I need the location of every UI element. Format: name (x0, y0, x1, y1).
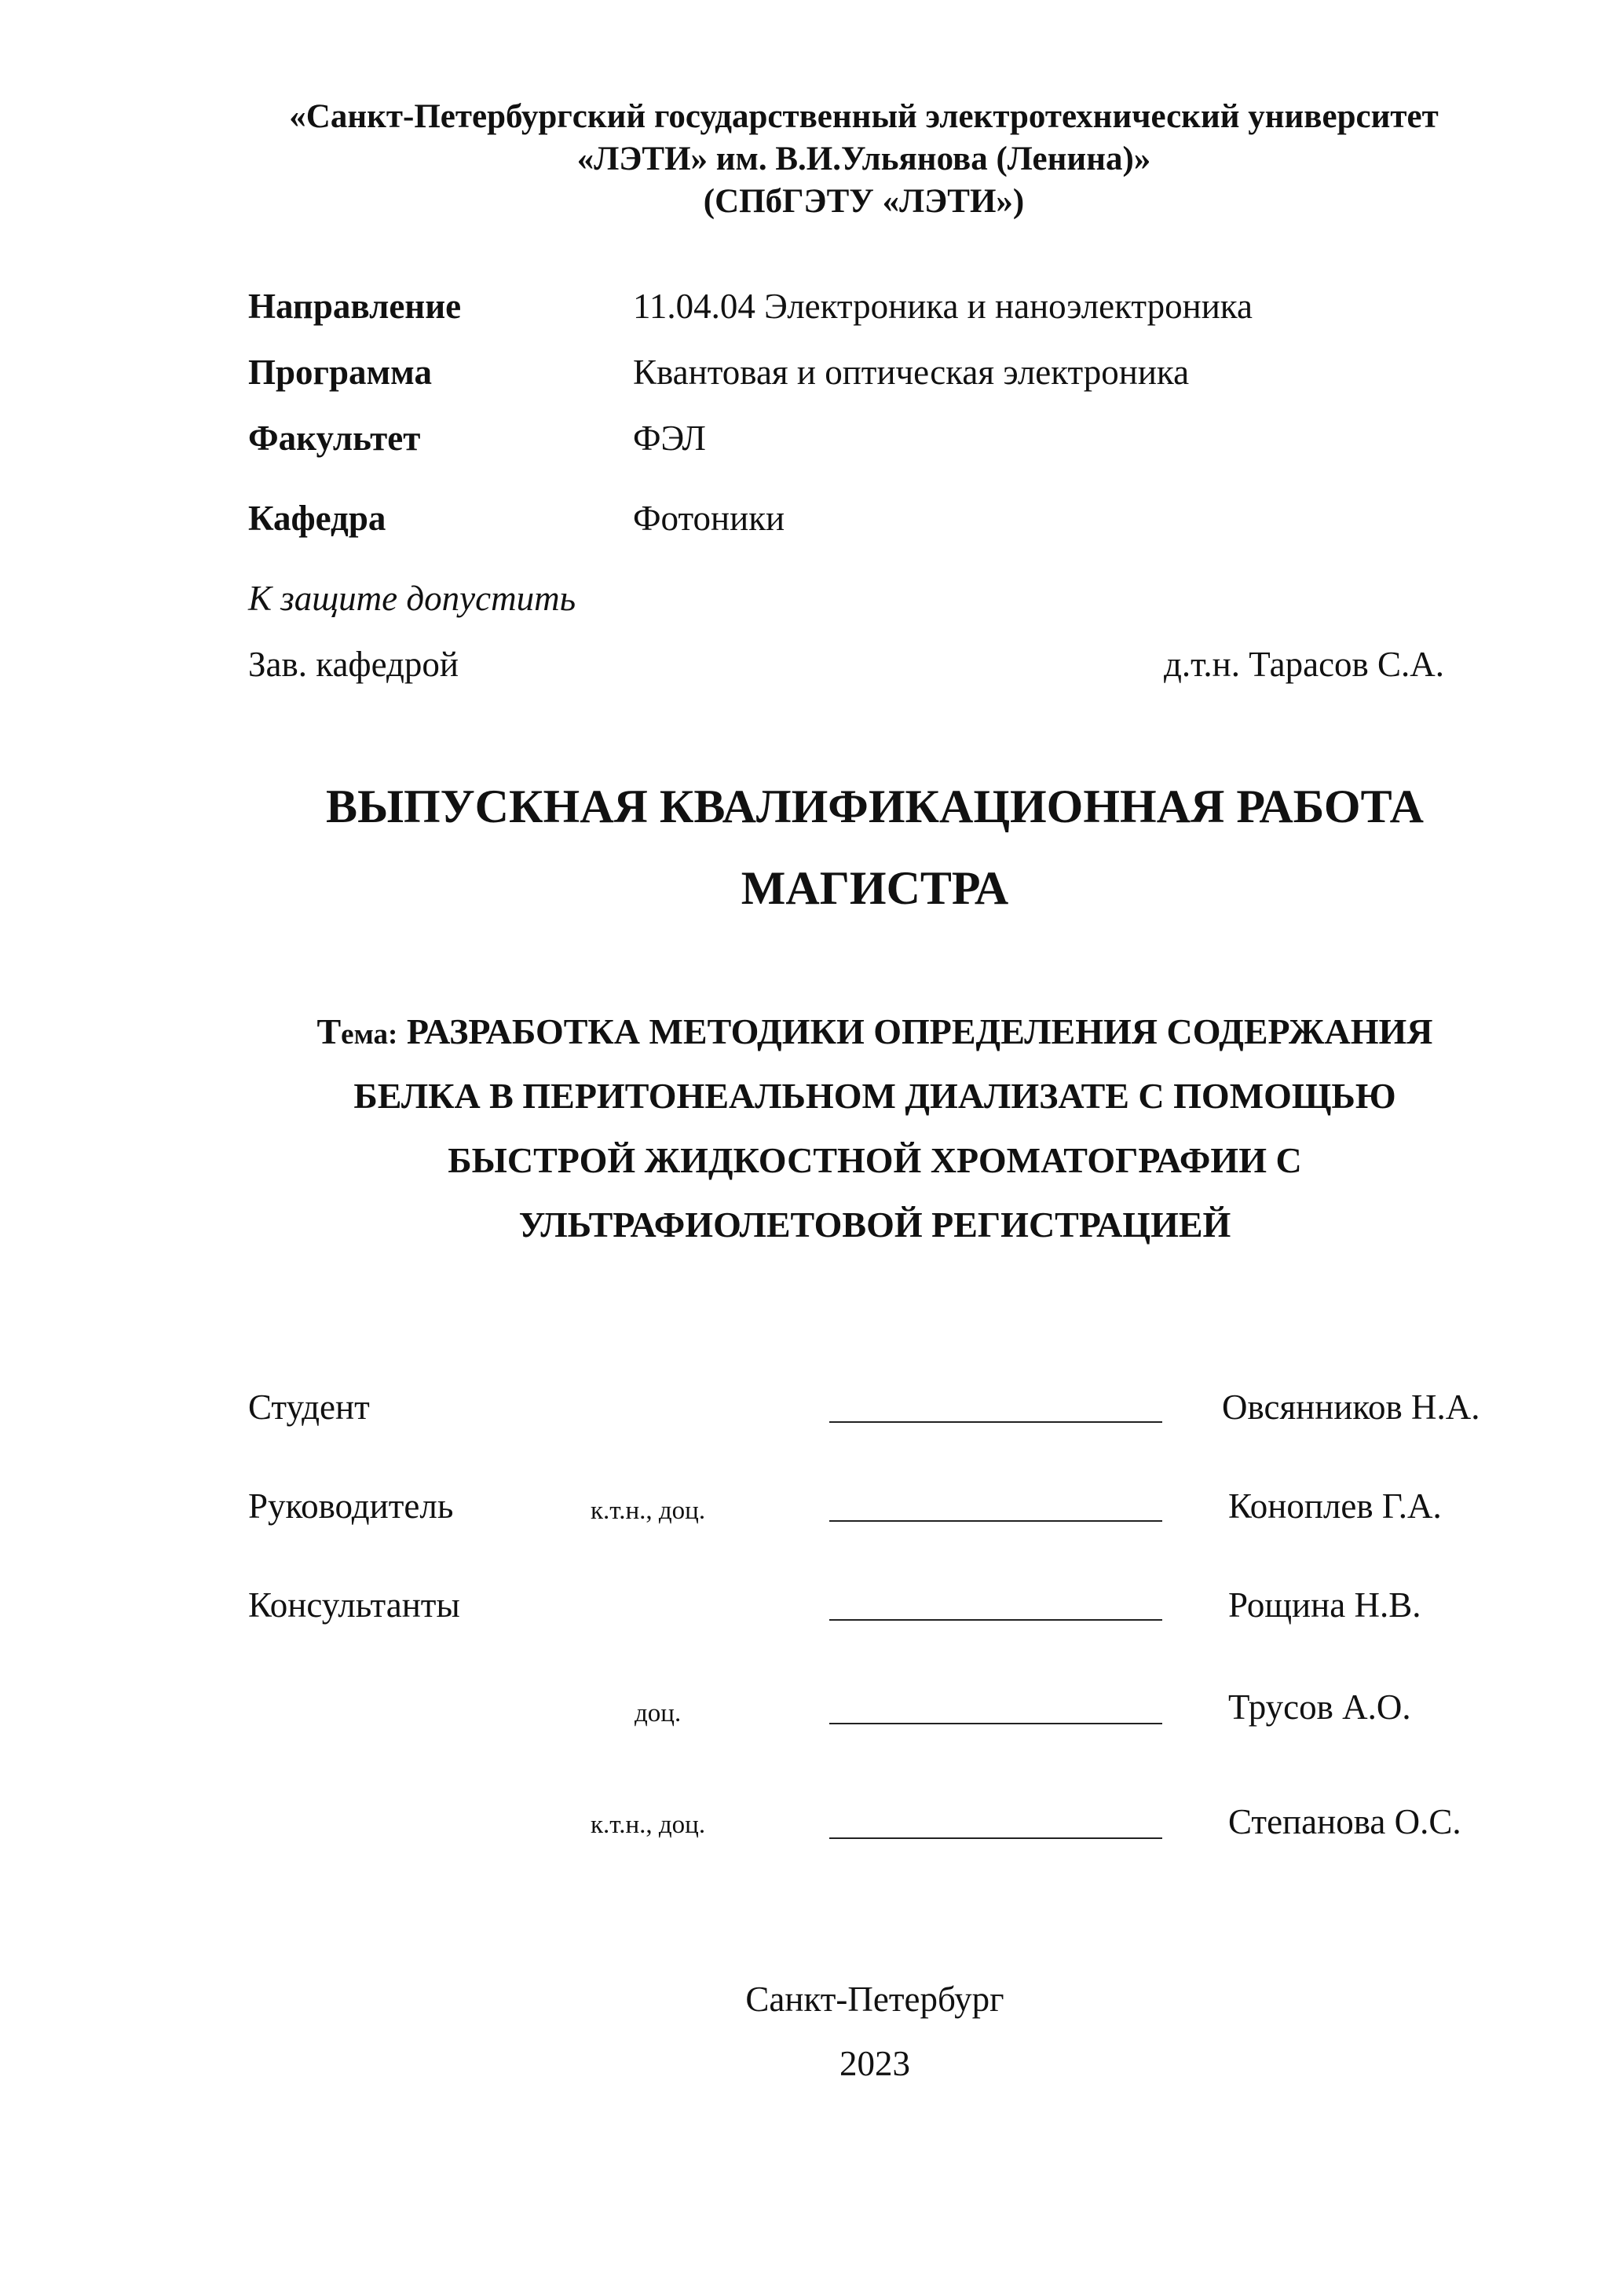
topic-text-line-1: РАЗРАБОТКА МЕТОДИКИ ОПРЕДЕЛЕНИЯ СОДЕРЖАНИЯ (406, 1011, 1433, 1051)
topic-line-4: УЛЬТРАФИОЛЕТОВОЙ РЕГИСТРАЦИЕЙ (518, 1205, 1231, 1245)
supervisor-signature-line (829, 1520, 1162, 1522)
student-signature-line (829, 1421, 1162, 1423)
supervisor-name: Коноплев Г.А. (1228, 1486, 1442, 1526)
direction-label: Направление (248, 287, 462, 326)
program-value: Квантовая и оптическая электроника (633, 353, 1190, 392)
student-role: Студент (248, 1387, 370, 1427)
consultant-2-degree: доц. (635, 1699, 682, 1727)
faculty-value: ФЭЛ (633, 419, 706, 458)
department-label: Кафедра (248, 499, 386, 538)
consultant-3-signature-line (829, 1837, 1162, 1839)
head-of-department-label: Зав. кафедрой (248, 645, 459, 684)
thesis-type-title-line-2: МАГИСТРА (741, 862, 1009, 914)
supervisor-role: Руководитель (248, 1486, 454, 1526)
head-of-department-name: д.т.н. Тарасов С.А. (1164, 645, 1445, 684)
university-name-line-2: «ЛЭТИ» им. В.И.Ульянова (Ленина)» (576, 141, 1151, 177)
thesis-type-title-line-1: ВЫПУСКНАЯ КВАЛИФИКАЦИОННАЯ РАБОТА (326, 781, 1424, 832)
program-label: Программа (248, 353, 432, 392)
consultant-1-signature-line (829, 1619, 1162, 1621)
year: 2023 (839, 2044, 910, 2083)
department-value: Фотоники (633, 499, 785, 538)
university-abbreviation: (СПбГЭТУ «ЛЭТИ») (703, 183, 1025, 220)
topic-line-3: БЫСТРОЙ ЖИДКОСТНОЙ ХРОМАТОГРАФИИ С (448, 1140, 1302, 1180)
consultant-3-name: Степанова О.С. (1228, 1802, 1461, 1841)
city: Санкт-Петербург (745, 1980, 1004, 2019)
topic-line-2: БЕЛКА В ПЕРИТОНЕАЛЬНОМ ДИАЛИЗАТЕ С ПОМОЩЬЮ (353, 1076, 1396, 1116)
consultants-role: Консультанты (248, 1585, 460, 1625)
direction-value: 11.04.04 Электроника и наноэлектроника (633, 287, 1253, 326)
consultant-1-name: Рощина Н.В. (1228, 1585, 1421, 1625)
defense-approval-note: К защите допустить (248, 579, 576, 618)
topic-line-1 (0, 1010, 1624, 1057)
faculty-label: Факультет (248, 419, 421, 458)
student-name: Овсянников Н.А. (1222, 1387, 1480, 1427)
consultant-2-signature-line (829, 1723, 1162, 1724)
consultant-2-name: Трусов А.О. (1228, 1687, 1411, 1727)
university-name-line-1: «Санкт-Петербургский государственный электротехнический университет (289, 98, 1439, 135)
topic-prefix-initial: Т (316, 1011, 342, 1051)
consultant-3-degree: к.т.н., доц. (591, 1811, 706, 1839)
topic-prefix-rest: ема: (341, 1018, 398, 1051)
supervisor-degree: к.т.н., доц. (591, 1497, 706, 1525)
